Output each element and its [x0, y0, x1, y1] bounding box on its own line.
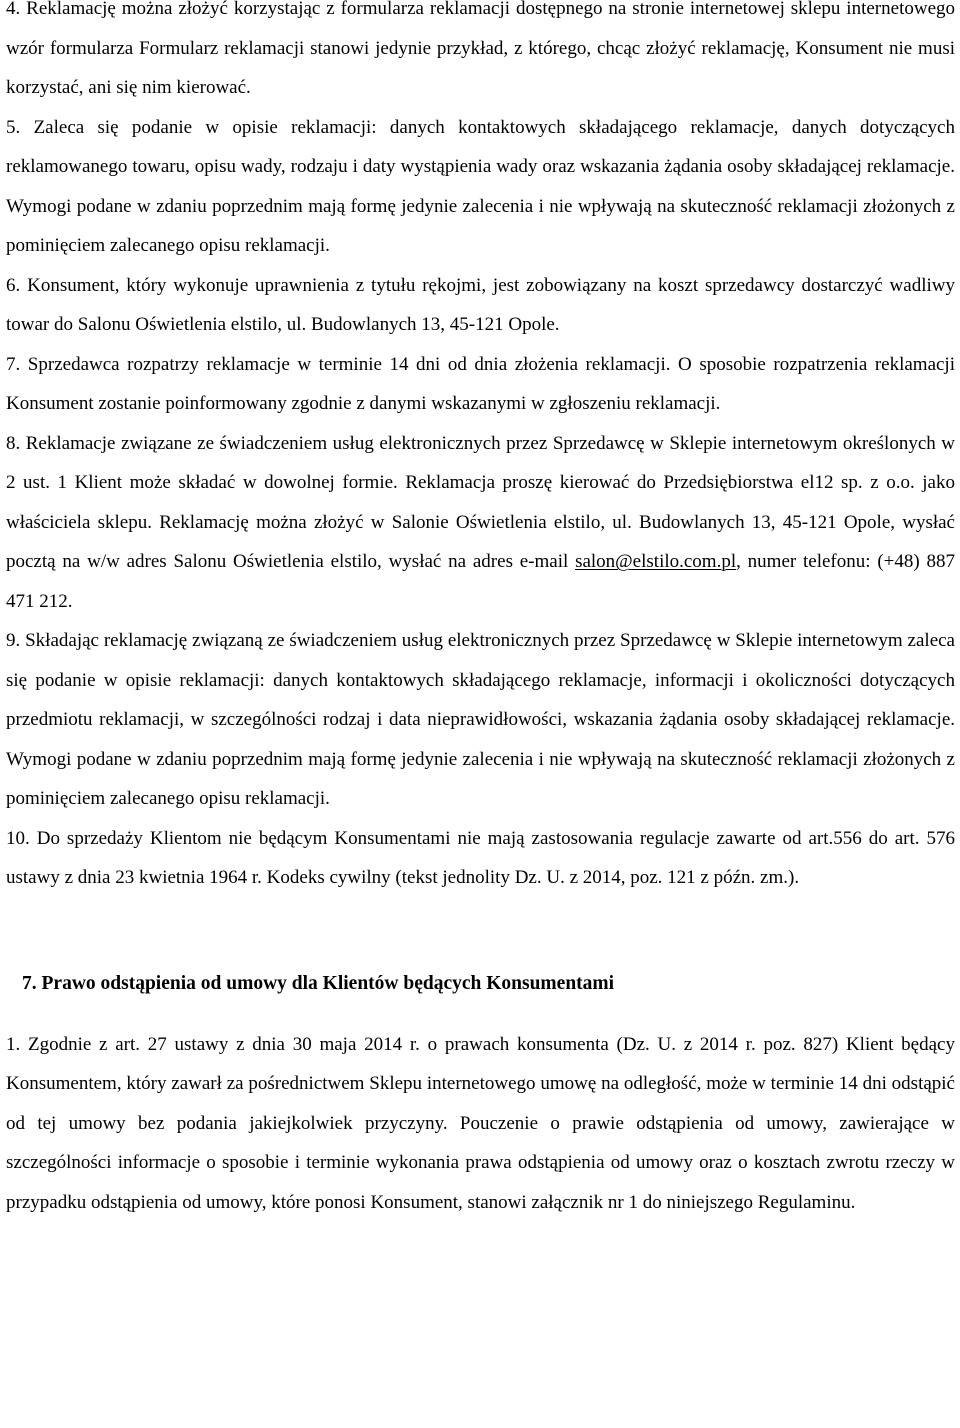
paragraph-8-phone-text: , numer telefonu: (+48) 887 471 212.	[6, 551, 955, 612]
email-link[interactable]: salon@elstilo.com.pl	[575, 551, 737, 572]
paragraph-8-text: 8. Reklamacje związane ze świadczeniem usług elektronicznych przez Sprzedawcę w Sklepie internetowym określonych w 2 ust. 1 Klient może składać w dowolnej formie. Reklamacja proszę kierować do Przedsiębiorstwa el12 sp. z o.o. jako właściciela sklepu. Reklamację można złożyć w Salonie Oświetlenia elstilo, ul. Budowlanych 13, 45-121 Opole, wysłać pocztą na w/w adres Salonu Oświetlenia elstilo, wysłać na adres e-mail	[6, 432, 955, 572]
paragraph-9: 9. Składając reklamację związaną ze świadczeniem usług elektronicznych przez Sprzedawcę w Sklepie internetowym zaleca się podanie w opisie reklamacji: danych kontaktowych składającego reklamacje, informacji i okoliczności dotyczących przedmiotu reklamacji, w szczególności rodzaj i data nieprawidłowości, wskazania żądania osoby składającej reklamacje. Wymogi podane w zdaniu poprzednim mają formę jedynie zalecenia i nie wpływają na skuteczność reklamacji złożonych z pominięciem zalecanego opisu reklamacji.	[6, 630, 955, 809]
document-page	[6, 0, 955, 1222]
section-7-item-1: 1. Zgodnie z art. 27 ustawy z dnia 30 maja 2014 r. o prawach konsumenta (Dz. U. z 2014 r. poz. 827) Klient będący Konsumentem, który zawarł za pośrednictwem Sklepu internetowego umowę na odległość, może w terminie 14 dni odstąpić od tej umowy bez podania jakiejkolwiek przyczyny. Pouczenie o prawie odstąpienia od umowy, zawierające w szczególności informacje o sposobie i terminie wykonania prawa odstąpienia od umowy oraz o kosztach zwrotu rzeczy w przypadku odstąpienia od umowy, które ponosi Konsument, stanowi załącznik nr 1 do niniejszego Regulaminu.	[6, 1033, 955, 1213]
heading-gap	[6, 1004, 955, 1025]
paragraph-4: 4. Reklamację można złożyć korzystając z formularza reklamacji dostępnego na stronie internetowej sklepu internetowego wzór formularza Formularz reklamacji stanowi jedynie przykład, z którego, chcąc złożyć reklamację, Konsument nie musi korzystać, ani się nim kierować.	[6, 0, 955, 98]
section-spacer	[6, 898, 955, 964]
paragraph-8	[6, 424, 955, 622]
paragraph-7: 7. Sprzedawca rozpatrzy reklamacje w terminie 14 dni od dnia złożenia reklamacji. O sposobie rozpatrzenia reklamacji Konsument zostanie poinformowany zgodnie z danymi wskazanymi w zgłoszeniu reklamacji.	[6, 353, 955, 414]
paragraph-6: 6. Konsument, który wykonuje uprawnienia z tytułu rękojmi, jest zobowiązany na koszt sprzedawcy dostarczyć wadliwy towar do Salonu Oświetlenia elstilo, ul. Budowlanych 13, 45-121 Opole.	[6, 274, 955, 335]
paragraph-10: 10. Do sprzedaży Klientom nie będącym Konsumentami nie mają zastosowania regulacje zawarte od art.556 do art. 576 ustawy z dnia 23 kwietnia 1964 r. Kodeks cywilny (tekst jednolity Dz. U. z 2014, poz. 121 z późn. zm.).	[6, 827, 955, 888]
paragraph-5: 5. Zaleca się podanie w opisie reklamacji: danych kontaktowych składającego reklamacje, danych dotyczących reklamowanego towaru, opisu wady, rodzaju i daty wystąpienia wady oraz wskazania żądania osoby składającej reklamacje. Wymogi podane w zdaniu poprzednim mają formę jedynie zalecenia i nie wpływają na skuteczność reklamacji złożonych z pominięciem zalecanego opisu reklamacji.	[6, 116, 955, 256]
section-7-heading: 7. Prawo odstąpienia od umowy dla Klientów będących Konsumentami	[22, 972, 615, 994]
